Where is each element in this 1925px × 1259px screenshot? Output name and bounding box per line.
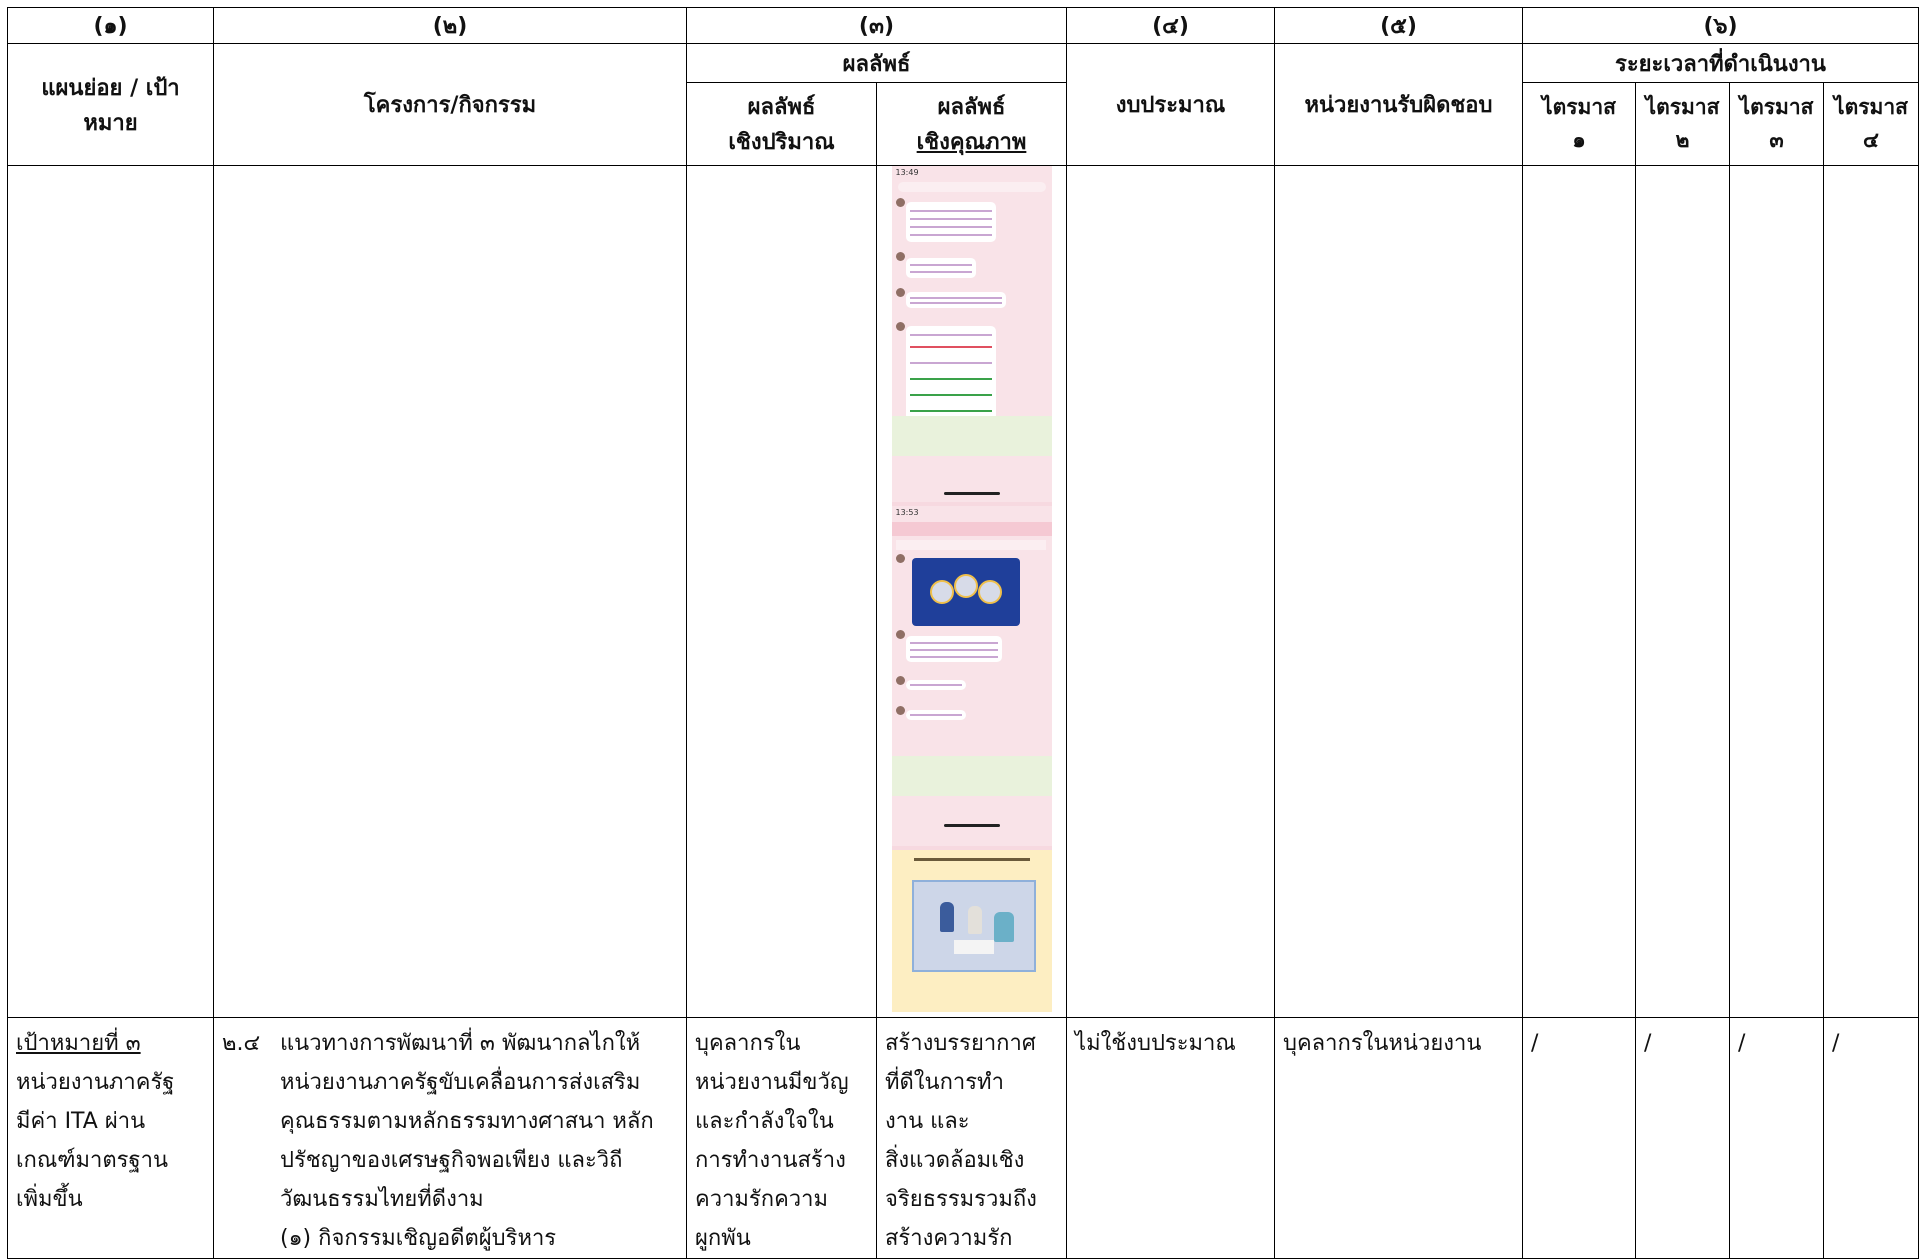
quality-line: จริยธรรมรวมถึง — [885, 1187, 1037, 1212]
evidence-screenshot — [877, 166, 1066, 1012]
caption-text-line — [914, 858, 1030, 861]
quantity-line: ความรักความ — [695, 1187, 828, 1212]
header-quarter-1 — [1523, 83, 1636, 166]
project-line: ปรัชญาของเศรษฐกิจพอเพียง และวิถี — [280, 1148, 623, 1173]
quarter-3-label: ไตรมาส — [1739, 95, 1814, 119]
project-number: ๒.๔ — [222, 1031, 261, 1056]
quarter-1-label: ไตรมาส — [1542, 95, 1616, 119]
header-responsible: หน่วยงานรับผิดชอบ — [1275, 44, 1523, 166]
header-outcome-quality-l1: ผลลัพธ์ — [937, 95, 1006, 120]
header-quarter-3 — [1730, 83, 1824, 166]
header-budget: งบประมาณ — [1067, 44, 1275, 166]
project-line: หน่วยงานภาครัฐขับเคลื่อนการส่งเสริม — [280, 1070, 641, 1095]
evidence-q2-cell — [1636, 166, 1730, 1018]
chat-bubble — [906, 202, 996, 242]
quarter-2-label: ไตรมาส — [1645, 95, 1720, 119]
quarter-3-num: ๓ — [1769, 128, 1784, 152]
quality-line: สร้างบรรยากาศ — [885, 1031, 1036, 1056]
evidence-quantity-cell — [687, 166, 877, 1018]
avatar — [896, 554, 905, 563]
project-line: (๑) กิจกรรมเชิญอดีตผู้บริหาร — [280, 1226, 557, 1251]
avatar — [896, 706, 905, 715]
header-outcome-quantity-l2: เชิงปริมาณ — [728, 130, 835, 155]
quantity-line: และกำลังใจใน — [695, 1109, 834, 1134]
document-page — [7, 7, 1918, 1259]
avatar — [896, 252, 905, 261]
col-number-2: (๒) — [214, 8, 687, 44]
status-time-2: 13:53 — [895, 508, 919, 517]
col-number-4: (๔) — [1067, 8, 1275, 44]
col-number-6: (๖) — [1523, 8, 1919, 44]
avatar — [896, 288, 905, 297]
quality-line: ที่ดีในการทำ — [885, 1070, 1004, 1095]
evidence-quality-cell — [877, 166, 1067, 1018]
chat-bubble — [906, 680, 966, 690]
quantity-cell — [687, 1018, 877, 1259]
evidence-q3-cell — [1730, 166, 1824, 1018]
header-plan — [8, 44, 214, 166]
chat-bubble — [906, 710, 966, 720]
plan-line: เพิ่มขึ้น — [16, 1187, 83, 1212]
project-line: แนวทางการพัฒนาที่ ๓ พัฒนากลไกให้ — [280, 1031, 641, 1056]
event-poster-image — [912, 558, 1020, 626]
plan-line: หน่วยงานภาครัฐ — [16, 1070, 175, 1095]
quality-line: งาน และ — [885, 1109, 970, 1134]
plan-line: เกณฑ์มาตรฐาน — [16, 1148, 169, 1173]
project-line: คุณธรรมตามหลักธรรมทางศาสนา หลัก — [280, 1109, 654, 1134]
evidence-plan-cell — [8, 166, 214, 1018]
budget-cell: ไม่ใช้งบประมาณ — [1067, 1018, 1275, 1259]
quantity-line: บุคลากรใน — [695, 1031, 801, 1056]
quantity-line: ผูกพัน — [695, 1226, 751, 1251]
project-line: วัฒนธรรมไทยที่ดีงาม — [280, 1187, 484, 1212]
header-plan-text: แผนย่อย / เป้าหมาย — [41, 75, 180, 136]
header-outcome-quality — [877, 83, 1067, 166]
chat-footer-decor — [892, 756, 1052, 796]
avatar — [896, 676, 905, 685]
header-outcome: ผลลัพธ์ — [687, 44, 1067, 83]
header-outcome-quantity — [687, 83, 877, 166]
quarter-4-num: ๔ — [1863, 128, 1879, 152]
quarter-2-num: ๒ — [1675, 128, 1690, 152]
home-indicator — [944, 492, 1000, 495]
home-indicator — [944, 824, 1000, 827]
quantity-line: การทำงานสร้าง — [695, 1148, 846, 1173]
status-time-1: 13:49 — [895, 168, 919, 177]
chat-bubble — [906, 292, 1006, 308]
quarter-2-mark: / — [1636, 1018, 1730, 1259]
chat-footer-decor — [892, 416, 1052, 456]
chat-screen-1 — [892, 166, 1052, 502]
header-period: ระยะเวลาที่ดำเนินงาน — [1523, 44, 1919, 83]
search-bar-shape — [898, 182, 1046, 192]
col-number-3: (๓) — [687, 8, 1067, 44]
quarter-3-mark: / — [1730, 1018, 1824, 1259]
quality-line: สิ่งแวดล้อมเชิง — [885, 1148, 1025, 1173]
responsible-cell: บุคลากรในหน่วยงาน — [1275, 1018, 1523, 1259]
evidence-q1-cell — [1523, 166, 1636, 1018]
avatar — [896, 322, 905, 331]
chat-header-bar — [892, 522, 1052, 536]
evidence-responsible-cell — [1275, 166, 1523, 1018]
header-outcome-quantity-l1: ผลลัพธ์ — [747, 95, 816, 120]
plan-line: มีค่า ITA ผ่าน — [16, 1109, 146, 1134]
plan-table — [7, 7, 1919, 1259]
quarter-1-num: ๑ — [1572, 128, 1586, 152]
evidence-budget-cell — [1067, 166, 1275, 1018]
chat-bubble — [906, 636, 1002, 662]
meeting-photo — [912, 880, 1036, 972]
header-outcome-quality-l2: เชิงคุณภาพ — [916, 130, 1027, 155]
plan-title: เป้าหมายที่ ๓ — [16, 1031, 141, 1056]
quality-cell — [877, 1018, 1067, 1259]
quality-line: สร้างความรัก — [885, 1226, 1013, 1251]
announcement-bar — [896, 540, 1046, 550]
chat-bubble — [906, 258, 976, 278]
quarter-4-mark: / — [1824, 1018, 1919, 1259]
photo-caption-panel — [892, 850, 1052, 1012]
quarter-1-mark: / — [1523, 1018, 1636, 1259]
header-quarter-2 — [1636, 83, 1730, 166]
evidence-project-cell — [214, 166, 687, 1018]
quantity-line: หน่วยงานมีขวัญ — [695, 1070, 849, 1095]
chat-screenshot-image — [892, 166, 1052, 1012]
chat-screen-2 — [892, 506, 1052, 846]
col-number-5: (๕) — [1275, 8, 1523, 44]
evidence-q4-cell — [1824, 166, 1919, 1018]
quarter-4-label: ไตรมาส — [1834, 95, 1908, 119]
header-project: โครงการ/กิจกรรม — [214, 44, 687, 166]
plan-cell — [8, 1018, 214, 1259]
project-cell — [214, 1018, 687, 1259]
col-number-1: (๑) — [8, 8, 214, 44]
header-quarter-4 — [1824, 83, 1919, 166]
avatar — [896, 198, 905, 207]
avatar — [896, 630, 905, 639]
